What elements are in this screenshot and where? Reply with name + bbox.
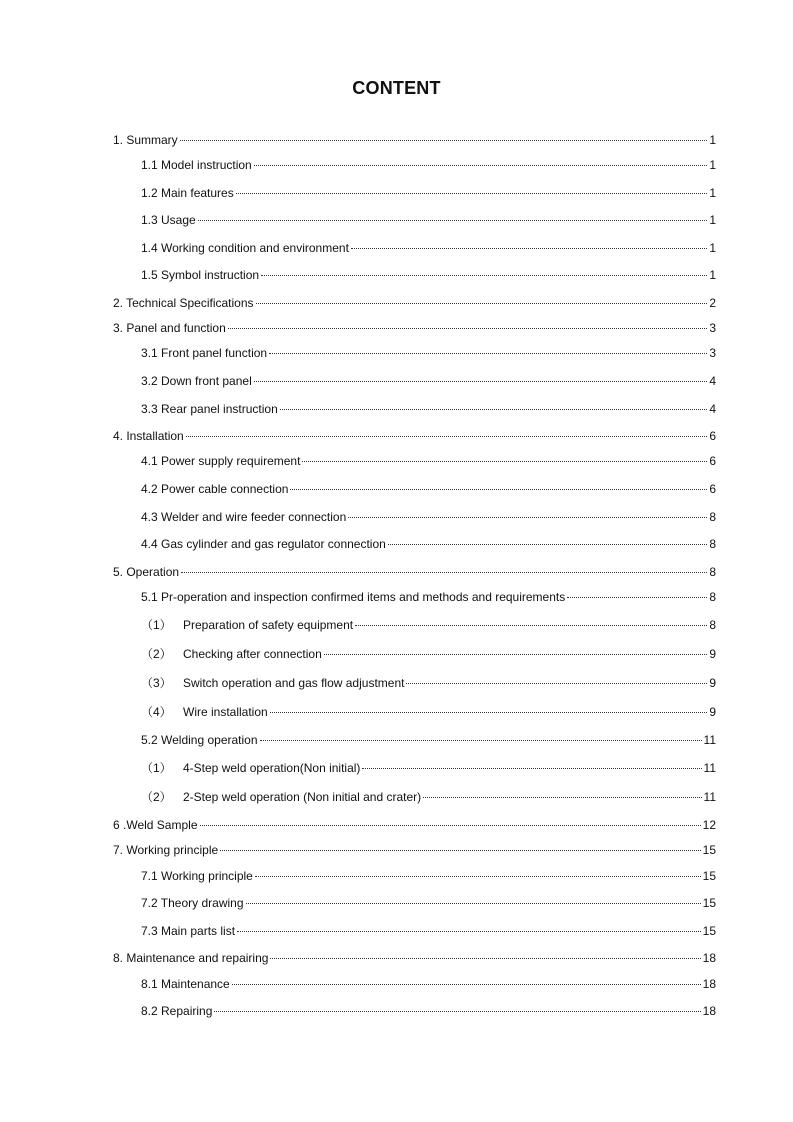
toc-entry-label: Checking after connection: [183, 647, 322, 661]
toc-entry-label: 8. Maintenance and repairing: [113, 951, 269, 965]
leader-dots: [246, 903, 701, 904]
toc-entry-label: 3.3 Rear panel instruction: [141, 402, 278, 416]
leader-dots: [261, 275, 707, 276]
toc-entry-page: 4: [709, 374, 716, 388]
leader-dots: [186, 436, 708, 437]
leader-dots: [254, 381, 708, 382]
toc-entry-page: 11: [703, 790, 716, 804]
toc-entry[interactable]: [141, 346, 716, 360]
toc-entry-page: 15: [702, 924, 716, 938]
page-title: CONTENT: [352, 78, 441, 98]
leader-dots: [351, 248, 707, 249]
toc-entry[interactable]: [141, 537, 716, 551]
toc-entry-page: 6: [709, 482, 716, 496]
toc-entry[interactable]: [141, 647, 716, 661]
toc-entry[interactable]: [141, 454, 716, 468]
leader-dots: [255, 876, 701, 877]
toc-entry[interactable]: [141, 761, 716, 775]
toc-entry[interactable]: [141, 618, 716, 632]
toc-entry-page: 18: [702, 951, 716, 965]
toc-entry-label: 7.3 Main parts list: [141, 924, 236, 938]
leader-dots: [269, 353, 707, 354]
toc-entry-label: 4.3 Welder and wire feeder connection: [141, 510, 347, 524]
leader-dots: [362, 768, 701, 769]
toc-entry[interactable]: [141, 510, 716, 524]
toc-entry-label: 1.5 Symbol instruction: [141, 268, 260, 282]
toc-entry[interactable]: [113, 133, 716, 147]
toc-entry-page: 1: [709, 133, 716, 147]
leader-dots: [406, 683, 707, 684]
toc-entry-label: 1.1 Model instruction: [141, 158, 252, 172]
toc-entry-page: 1: [709, 268, 716, 282]
toc-entry-page: 1: [709, 158, 716, 172]
toc-entry-label: 4-Step weld operation(Non initial): [183, 761, 361, 775]
toc-entry-label: 3.1 Front panel function: [141, 346, 268, 360]
toc-entry-page: 2: [709, 296, 716, 310]
toc-entry-label: 1.2 Main features: [141, 186, 234, 200]
leader-dots: [181, 572, 707, 573]
toc-entry-page: 8: [709, 537, 716, 551]
toc-entry-number: （4）: [141, 705, 172, 719]
toc-entry[interactable]: [141, 374, 716, 388]
leader-dots: [260, 740, 702, 741]
toc-entry-number: （1）: [141, 761, 172, 775]
toc-entry-label: 5. Operation: [113, 565, 180, 579]
toc-entry-number: （1）: [141, 618, 172, 632]
leader-dots: [290, 489, 707, 490]
leader-dots: [270, 958, 700, 959]
toc-entry-page: 11: [703, 761, 716, 775]
toc-entry[interactable]: [141, 590, 716, 604]
toc-entry-page: 3: [709, 321, 716, 335]
leader-dots: [198, 220, 708, 221]
toc-entry-label: 8.1 Maintenance: [141, 977, 230, 991]
leader-dots: [236, 193, 708, 194]
toc-entry-label: 6 .Weld Sample: [113, 818, 198, 832]
toc-entry-number: （2）: [141, 647, 172, 661]
toc-entry[interactable]: [141, 896, 716, 910]
toc-entry[interactable]: [141, 676, 716, 690]
toc-entry-label: 5.2 Welding operation: [141, 733, 258, 747]
toc-entry[interactable]: [141, 869, 716, 883]
leader-dots: [302, 461, 707, 462]
toc-entry-page: 8: [709, 590, 716, 604]
leader-dots: [348, 517, 707, 518]
leader-dots: [232, 984, 701, 985]
leader-dots: [567, 597, 707, 598]
toc-entry-page: 8: [709, 565, 716, 579]
toc-entry-label: 4.2 Power cable connection: [141, 482, 289, 496]
toc-entry-page: 6: [709, 454, 716, 468]
toc-entry-label: 7.2 Theory drawing: [141, 896, 244, 910]
toc-entry[interactable]: [141, 158, 716, 172]
leader-dots: [180, 140, 708, 141]
toc-entry[interactable]: [141, 241, 716, 255]
toc-entry-number: （3）: [141, 676, 172, 690]
toc-entry-page: 9: [709, 705, 716, 719]
leader-dots: [237, 931, 701, 932]
toc-entry-page: 9: [709, 676, 716, 690]
toc-entry-label: 4. Installation: [113, 429, 184, 443]
toc-entry-label: 5.1 Pr-operation and inspection confirmed items and methods and requirements: [141, 590, 566, 604]
toc-entry[interactable]: [113, 296, 716, 310]
toc-entry[interactable]: [141, 977, 716, 991]
leader-dots: [423, 797, 701, 798]
leader-dots: [228, 328, 708, 329]
toc-entry-label: 2. Technical Specifications: [113, 296, 254, 310]
toc-entry-label: 3. Panel and function: [113, 321, 226, 335]
leader-dots: [280, 409, 708, 410]
toc-entry-label: 1.4 Working condition and environment: [141, 241, 349, 255]
toc-entry-label: Switch operation and gas flow adjustment: [183, 676, 405, 690]
toc-entry[interactable]: [141, 705, 716, 719]
toc-entry[interactable]: [141, 213, 716, 227]
toc-entry-page: 18: [702, 977, 716, 991]
toc-entry[interactable]: [141, 1004, 716, 1018]
toc-entry-number: （2）: [141, 790, 172, 804]
toc-entry[interactable]: [141, 186, 716, 200]
toc-entry[interactable]: [141, 733, 716, 747]
toc-entry[interactable]: [113, 843, 716, 857]
toc-entry-label: 4.1 Power supply requirement: [141, 454, 301, 468]
toc-entry-label: Wire installation: [183, 705, 268, 719]
leader-dots: [324, 654, 708, 655]
toc-entry[interactable]: [113, 818, 716, 832]
toc-entry-page: 6: [709, 429, 716, 443]
leader-dots: [214, 1011, 700, 1012]
toc-entry-page: 9: [709, 647, 716, 661]
toc-entry-page: 11: [703, 733, 716, 747]
toc-entry-page: 18: [702, 1004, 716, 1018]
toc-entry-label: 7.1 Working principle: [141, 869, 253, 883]
toc-entry-label: Preparation of safety equipment: [183, 618, 354, 632]
toc-entry-page: 1: [709, 186, 716, 200]
leader-dots: [388, 544, 707, 545]
toc-entry-page: 15: [702, 896, 716, 910]
toc-entry-label: 1.3 Usage: [141, 213, 196, 227]
toc-entry-page: 15: [702, 869, 716, 883]
toc-entry[interactable]: [141, 924, 716, 938]
leader-dots: [220, 850, 700, 851]
toc-entry[interactable]: [113, 951, 716, 965]
toc-entry[interactable]: [113, 565, 716, 579]
leader-dots: [254, 165, 708, 166]
toc-entry-label: 4.4 Gas cylinder and gas regulator connection: [141, 537, 386, 551]
toc-entry[interactable]: [113, 429, 716, 443]
toc-entry[interactable]: [141, 268, 716, 282]
toc-entry-label: 3.2 Down front panel: [141, 374, 252, 388]
toc-entry-label: 7. Working principle: [113, 843, 219, 857]
toc-entry[interactable]: [141, 790, 716, 804]
toc-entry-page: 1: [709, 241, 716, 255]
leader-dots: [270, 712, 708, 713]
toc-entry-page: 12: [702, 818, 716, 832]
leader-dots: [355, 625, 707, 626]
toc-entry-page: 8: [709, 510, 716, 524]
toc-entry-page: 3: [709, 346, 716, 360]
toc-entry-label: 1. Summary: [113, 133, 178, 147]
leader-dots: [200, 825, 701, 826]
toc-entry-page: 15: [702, 843, 716, 857]
toc-entry-page: 1: [709, 213, 716, 227]
toc-entry-page: 4: [709, 402, 716, 416]
toc-entry-label: 2-Step weld operation (Non initial and crater): [183, 790, 422, 804]
toc-entry-page: 8: [709, 618, 716, 632]
toc-entry[interactable]: [141, 482, 716, 496]
toc-entry[interactable]: [113, 321, 716, 335]
leader-dots: [256, 303, 708, 304]
toc-entry[interactable]: [141, 402, 716, 416]
toc-entry-label: 8.2 Repairing: [141, 1004, 213, 1018]
